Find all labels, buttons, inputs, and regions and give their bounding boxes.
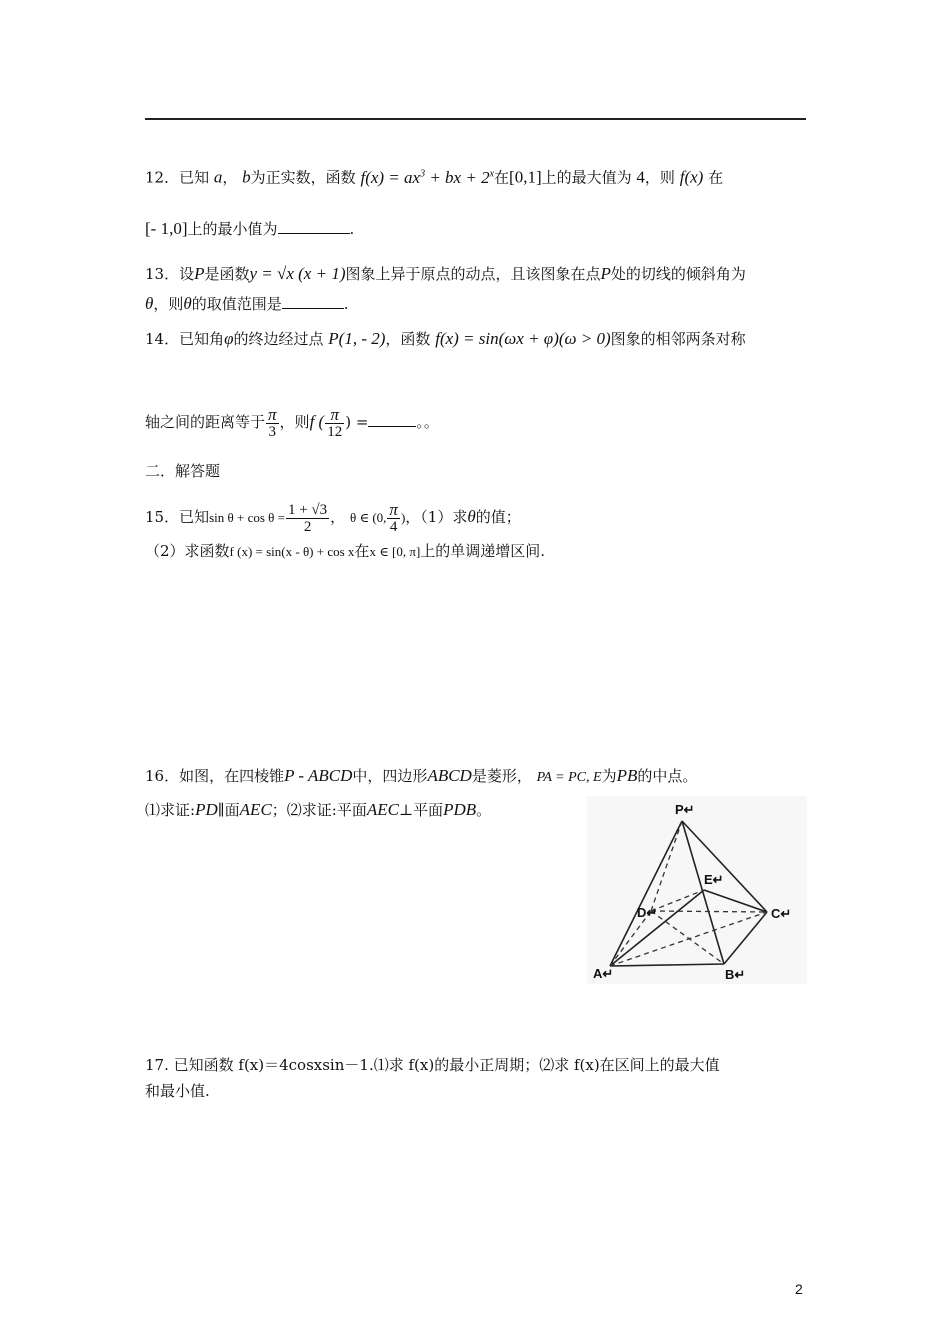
q12-answer-blank — [278, 219, 350, 234]
label-b: B↵ — [725, 967, 746, 982]
q12-function: $f(x) = ax^3$ + bx + $2^x$ — [360, 167, 495, 187]
q13-line2: θ，则θ的取值范围是 . — [145, 294, 349, 313]
q17-line2: 和最小值. — [145, 1082, 210, 1100]
q12-interval: [0,1] — [509, 167, 542, 187]
header-rule — [145, 118, 806, 120]
edge-pd — [651, 821, 682, 911]
edge-pa — [610, 821, 682, 966]
edge-ae — [610, 890, 704, 966]
edge-de — [651, 890, 704, 911]
q15-fraction: $\frac{1 + √3}{2}$ — [287, 501, 328, 535]
q16-line2: ⑴求证:PD∥面AEC；⑵求证:平面AEC⊥平面PDB。 — [145, 800, 492, 819]
label-e: E↵ — [704, 872, 724, 887]
q13-function: y = √x (x + 1) — [249, 264, 346, 283]
label-a: A↵ — [593, 966, 614, 981]
q13-line1: 13．设P是函数y = √x (x + 1)图象上异于原点的动点，且该图象在点P处的切线的倾斜角为 — [145, 264, 746, 283]
q14-line2: 轴之间的距离等于 $\frac{\pi}{3}$ ，则f ( $\frac{\pi}{12}$ ) = 。。 — [145, 404, 439, 440]
section-heading: 二．解答题 — [145, 462, 221, 480]
q15-line2: （2）求函数f (x) = sin(x - θ) + cos x在x ∈ [0, π]上的单调递增区间. — [145, 542, 546, 560]
q14-fraction-pi-3: $\frac{\pi}{3}$ — [268, 404, 277, 440]
edge-ab — [610, 964, 724, 966]
pyramid-figure — [587, 796, 807, 984]
q14-line1: 14．已知角φ的终边经过点 P(1, - 2)，函数 f(x) = sin(ωx + φ)(ω > 0)图象的相邻两条对称 — [145, 329, 746, 348]
q14-point: P(1, - 2) — [328, 329, 386, 348]
q12-var-a: a — [213, 167, 223, 187]
q17-line1: 17. 已知函数 f(x)＝4cosxsin－1.⑴求 f(x)的最小正周期；⑵求 f(x)在区间上的最大值 — [145, 1056, 720, 1074]
label-c: C↵ — [771, 906, 792, 921]
q14-answer-blank — [368, 412, 416, 427]
q12-interval-2: [- 1,0] — [145, 219, 188, 238]
q12-number: 12．已知 — [145, 168, 210, 187]
edge-bc — [724, 912, 767, 964]
q14-fraction-pi-12: $\frac{\pi}{12}$ — [327, 404, 343, 440]
edge-dc — [651, 911, 767, 912]
q15-equation: sin θ + cos θ = — [209, 510, 285, 525]
q16-line1: 16．如图，在四棱锥P - ABCD中，四边形ABCD是菱形， PA = PC, E为PB的中点。 — [145, 766, 698, 785]
page-number: 2 — [795, 1281, 803, 1297]
q15-function: f (x) = sin(x - θ) + cos x — [229, 544, 355, 559]
q14-function: f(x) = sin(ωx + φ)(ω > 0) — [435, 329, 611, 348]
q12-var-b: b — [242, 167, 251, 187]
q12-line2: [- 1,0]上的最小值为 . — [145, 219, 355, 238]
q13-answer-blank — [282, 294, 344, 309]
label-p: P↵ — [675, 802, 695, 817]
label-d: D↵ — [637, 905, 658, 920]
q12-line1: 12．已知 a， b为正实数，函数 $f(x) = ax^3$ + bx + $2^x$在[0,1]上的最大值为 4，则 f(x) 在 — [145, 167, 724, 187]
q15-line1: 15．已知sin θ + cos θ = $\frac{1 + √3}{2}$ ， θ ∈ (0, $\frac{\pi}{4}$ )，（1）求θ的值； — [145, 499, 521, 535]
edge-db — [651, 911, 724, 964]
pyramid-diagram — [587, 796, 807, 984]
